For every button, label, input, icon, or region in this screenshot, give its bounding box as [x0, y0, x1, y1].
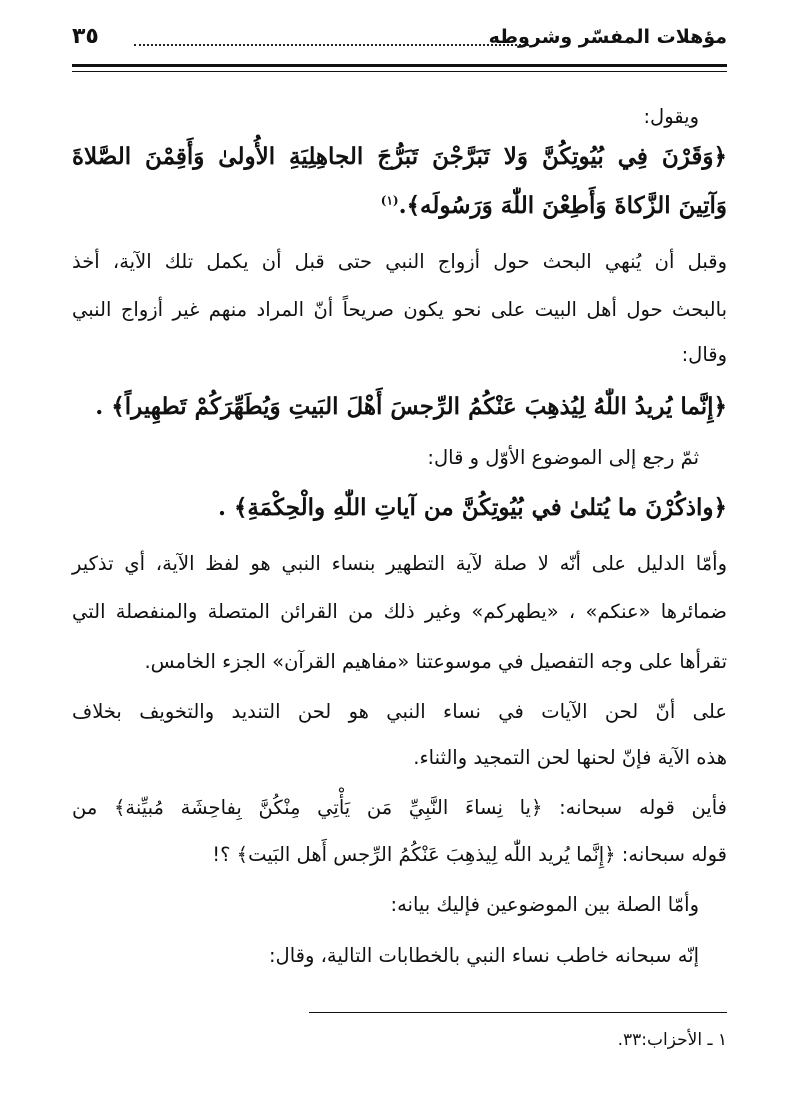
paragraph-line: وقال:	[681, 343, 727, 366]
paragraph-line: على أنّ لحن الآيات في نساء النبي هو لحن التنديد والتخويف بخلاف	[72, 700, 727, 723]
header-title: مؤهلات المفسّر وشروطه	[488, 26, 727, 48]
paragraph-line: وأمّا الدليل على أنّه لا صلة لآية التطهير بنساء النبي هو لفظ الآية، أي تذكير	[72, 552, 727, 575]
header-rule-thin	[72, 71, 727, 72]
footnote-separator	[309, 1012, 727, 1013]
header-rule-thick	[72, 64, 727, 67]
header-dotted-leader	[134, 44, 529, 46]
paragraph-line: ثمّ رجع إلى الموضوع الأوّل و قال:	[427, 446, 699, 469]
quran-verse-line: ﴿وَقَرْنَ فِي بُيُوتِكُنَّ وَلا تَبَرَّجْنَ تَبَرُّجَ الجاهِلِيَةِ الأُولىٰ وَأَقِمْنَ الصَّلاةَ	[72, 143, 727, 170]
paragraph-line: هذه الآية فإنّ لحنها لحن التمجيد والثناء.	[413, 746, 727, 769]
paragraph-line: إنّه سبحانه خاطب نساء النبي بالخطابات التالية، وقال:	[268, 944, 699, 967]
paragraph-line: وأمّا الصلة بين الموضوعين فإليك بيانه:	[390, 893, 699, 916]
quran-verse-line: ﴿واذكُرْنَ ما يُتلىٰ في بُيُوتِكُنَّ من آياتِ اللّٰهِ والْحِكْمَةِ﴾ .	[217, 494, 727, 521]
paragraph-line: فأين قوله سبحانه: ﴿يا نِساءَ النَّبِيِّ مَن يَأْتِي مِنْكُنَّ بِفاحِشَة مُبيِّنة﴾ من	[72, 796, 727, 819]
quran-verse-text: وَآتِينَ الزَّكاةَ وَأَطِعْنَ اللّٰهَ وَرَسُولَه﴾.	[398, 192, 727, 219]
page-number: ٣٥	[72, 24, 99, 49]
running-header	[72, 22, 727, 62]
paragraph-line: بالبحث حول أهل البيت على نحو يكون صريحاً أنّ المراد منهم غير أزواج النبي	[72, 298, 727, 321]
paragraph-line: ضمائرها «عنكم» ، «يطهركم» وغير ذلك من القرائن المتصلة والمنفصلة التي	[72, 600, 727, 623]
quran-verse-line	[381, 192, 727, 219]
footnote-text: ١ ـ الأحزاب:٣٣.	[617, 1030, 727, 1050]
text-line: ويقول:	[643, 105, 699, 128]
paragraph-line: وقبل أن يُنهي البحث حول أزواج النبي حتى قبل أن يكمل تلك الآية، أخذ	[72, 250, 727, 273]
quran-verse-line: ﴿إِنَّما يُريدُ اللّٰهُ لِيُذهِبَ عَنْكُمُ الرِّجسَ أَهْلَ البَيتِ وَيُطَهِّرَكُمْ تَطهِيراً﴾ .	[95, 393, 727, 420]
paragraph-line: قوله سبحانه: ﴿إِنَّما يُريد اللّٰه لِيذهِبَ عَنْكُمُ الرِّجس أَهل البَيت﴾ ؟!	[212, 843, 727, 866]
paragraph-line: تقرأها على وجه التفصيل في موسوعتنا «مفاهيم القرآن» الجزء الخامس.	[144, 650, 727, 673]
footnote-marker: (١)	[380, 193, 399, 208]
